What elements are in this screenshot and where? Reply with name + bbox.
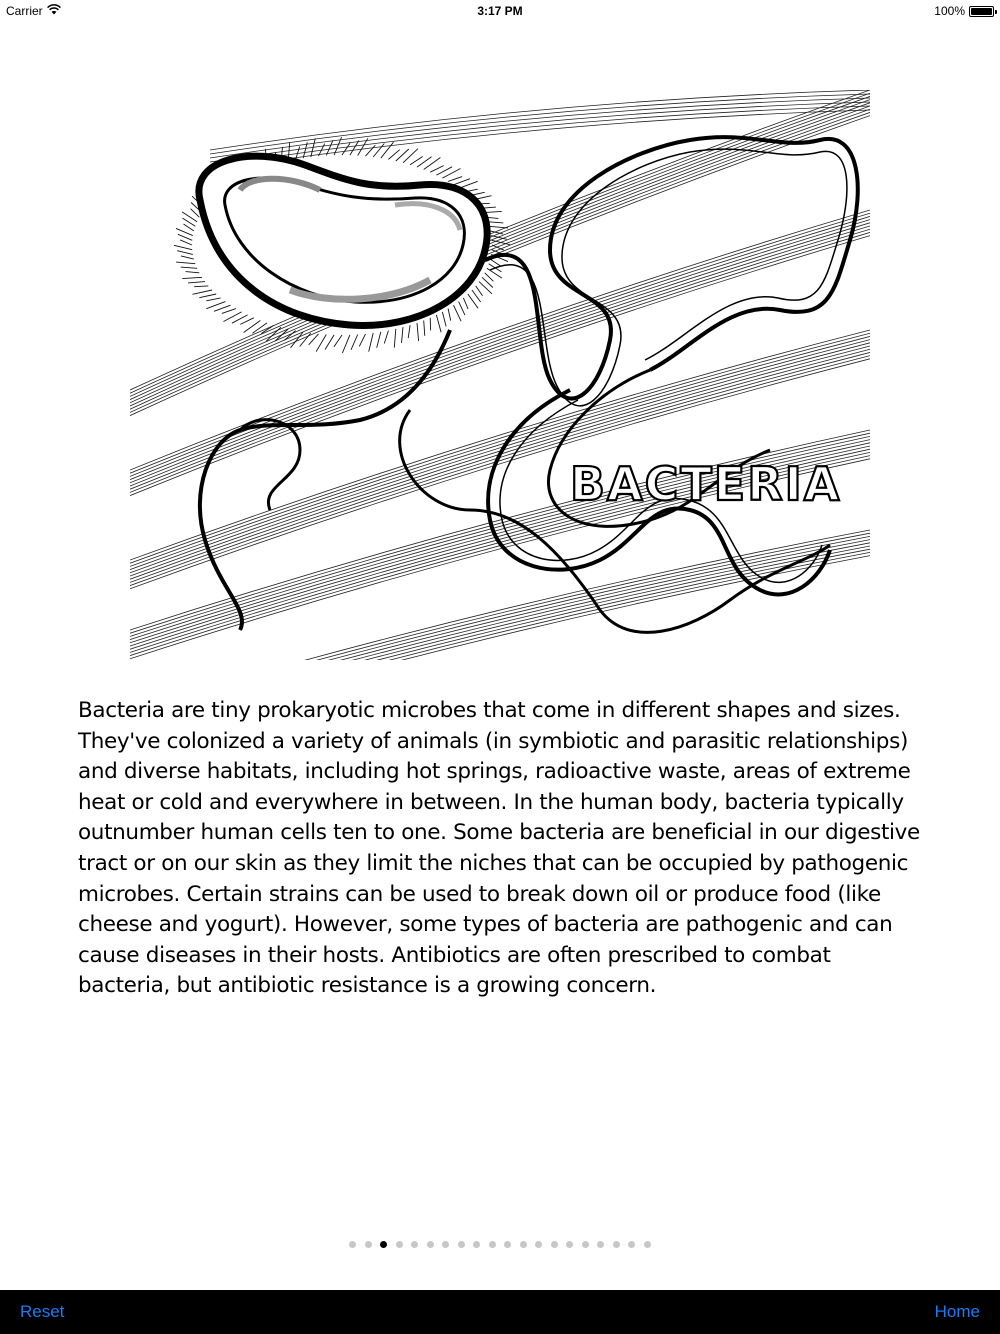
cilium xyxy=(424,321,425,336)
cilium xyxy=(490,259,500,266)
cilium xyxy=(417,323,419,341)
cilium xyxy=(244,321,261,333)
cilium xyxy=(394,329,396,348)
page-dot[interactable] xyxy=(411,1241,418,1248)
cilium xyxy=(334,335,342,347)
cilium xyxy=(181,267,197,268)
page-dot[interactable] xyxy=(551,1241,558,1248)
page-dot-active[interactable] xyxy=(380,1241,387,1248)
bacteria-label-group xyxy=(570,457,841,511)
hatch-line xyxy=(130,540,870,660)
bacteria-label: BACTERIA xyxy=(570,457,842,511)
battery-icon xyxy=(969,6,994,17)
cilium xyxy=(325,335,334,350)
cilium xyxy=(381,142,394,158)
battery-level xyxy=(971,8,992,15)
cilium xyxy=(402,327,404,343)
hatch-line xyxy=(210,98,870,158)
cilium xyxy=(408,325,410,338)
cilium xyxy=(485,273,494,282)
cilium xyxy=(199,294,216,298)
cilium xyxy=(454,179,471,185)
cilium xyxy=(186,272,200,273)
cilium xyxy=(316,335,326,352)
cilium xyxy=(492,240,510,244)
cilium xyxy=(448,177,462,182)
cilium xyxy=(454,305,462,321)
cilium xyxy=(463,298,468,309)
page-dot[interactable] xyxy=(644,1241,651,1248)
cilium xyxy=(476,286,483,296)
battery-percent: 100% xyxy=(934,4,965,18)
cilium xyxy=(188,282,205,283)
cilium xyxy=(424,158,441,170)
home-button[interactable]: Home xyxy=(934,1302,980,1321)
cilium xyxy=(342,335,350,353)
cilium xyxy=(177,251,193,255)
cilium xyxy=(492,245,504,250)
cilium xyxy=(222,309,236,314)
page-dot[interactable] xyxy=(458,1241,465,1248)
cilium xyxy=(430,166,444,173)
page-dot[interactable] xyxy=(520,1241,527,1248)
page-dot[interactable] xyxy=(566,1241,573,1248)
cilium xyxy=(459,302,465,316)
page-dot[interactable] xyxy=(597,1241,604,1248)
bacteria-drawing xyxy=(130,90,870,660)
cilium xyxy=(224,312,242,322)
page-dot[interactable] xyxy=(349,1241,356,1248)
page-dot[interactable] xyxy=(365,1241,372,1248)
cilium xyxy=(351,335,358,350)
hatch-line xyxy=(130,546,870,660)
cilium xyxy=(181,256,194,259)
page-control[interactable] xyxy=(0,1241,1000,1251)
cilium xyxy=(342,143,350,155)
page-dot[interactable] xyxy=(504,1241,511,1248)
page-dot[interactable] xyxy=(613,1241,620,1248)
cilium xyxy=(176,262,195,264)
cilium xyxy=(191,209,200,218)
cilium xyxy=(359,334,365,347)
cilium xyxy=(377,332,381,348)
reset-button[interactable]: Reset xyxy=(20,1302,65,1321)
page-dot[interactable] xyxy=(427,1241,434,1248)
page-dot[interactable] xyxy=(473,1241,480,1248)
cilium xyxy=(442,312,446,327)
page-dot[interactable] xyxy=(442,1241,449,1248)
cilium xyxy=(178,234,192,240)
cilium xyxy=(214,305,231,311)
cilium xyxy=(369,333,374,352)
page-dot[interactable] xyxy=(582,1241,589,1248)
status-bar xyxy=(0,0,1000,22)
bacteria-illustration xyxy=(130,90,870,660)
page-dot[interactable] xyxy=(628,1241,635,1248)
cilium xyxy=(193,290,213,294)
cilium xyxy=(489,226,508,228)
cilium xyxy=(174,245,192,249)
cilium xyxy=(388,150,399,160)
clock: 3:17 PM xyxy=(477,4,523,18)
cilium xyxy=(206,302,225,309)
cilium xyxy=(366,145,376,156)
cilium xyxy=(384,331,388,344)
cilium xyxy=(448,309,451,321)
status-right xyxy=(934,4,994,18)
bottom-toolbar xyxy=(0,1290,1000,1334)
cilium xyxy=(180,240,192,245)
carrier-label: Carrier xyxy=(6,4,43,18)
cilium xyxy=(240,318,254,325)
cilium xyxy=(442,169,460,179)
description-text: Bacteria are tiny prokaryotic microbes that come in different shapes and sizes. They've colonized a variety of animals (in symbiotic and parasitic relationships) and diverse habitats, including hot springs, radioactive waste, areas of extreme heat or cold and everywhere in between. In the human body, bacteria typically outnumber human cells ten to one. Some bacteria are beneficial in our digestive tract or on our skin as they limit the niches that can be occupied by pathogenic microbes. Certain strains can be used to break down oil or produce food (like cheese and yogurt). However, some types of bacteria are pathogenic and can cause diseases in their hosts. Antibiotics are often prescribed to combat bacteria, but antibiotic resistance is a growing concern. xyxy=(78,698,920,999)
cilium xyxy=(182,277,202,278)
cilium xyxy=(184,224,194,231)
hatch-line xyxy=(130,552,870,660)
page-dot[interactable] xyxy=(489,1241,496,1248)
cilium xyxy=(194,286,208,287)
cilium xyxy=(206,298,220,301)
page-dot[interactable] xyxy=(535,1241,542,1248)
bacterium-body xyxy=(199,156,487,325)
cilium xyxy=(410,157,423,165)
cilium xyxy=(479,282,492,294)
page-dot[interactable] xyxy=(396,1241,403,1248)
cilium xyxy=(436,315,441,332)
